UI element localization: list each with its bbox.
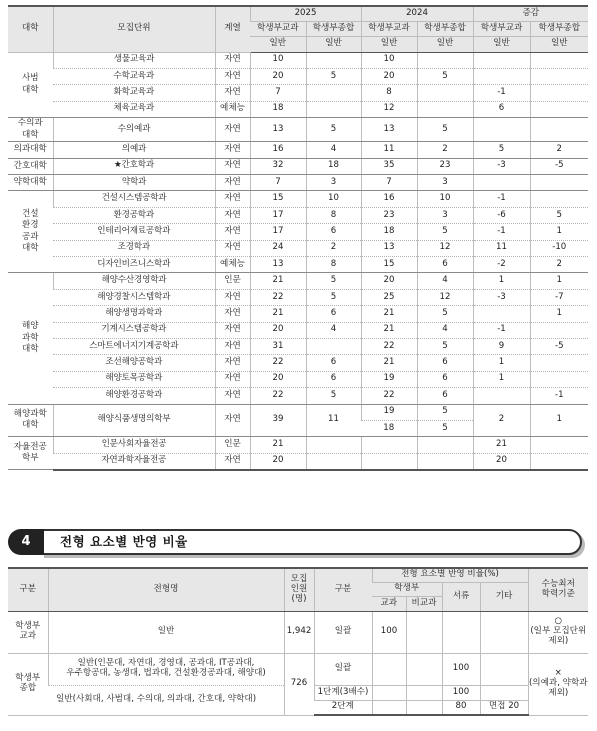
2025-comprehensive-cell: 8 xyxy=(306,207,361,223)
ratio-table xyxy=(8,567,588,716)
2025-subject-cell: 22 xyxy=(250,355,306,371)
diff-subject-cell: -1 xyxy=(473,191,530,207)
field-cell: 자연 xyxy=(215,175,250,191)
header-category: 구분 xyxy=(8,568,48,611)
header-comprehensive: 학생부종합 xyxy=(306,21,361,36)
header-dept: 모집단위 xyxy=(53,6,215,52)
header-record: 학생부 xyxy=(372,582,442,596)
2025-comprehensive-cell: 2 xyxy=(306,240,361,256)
2025-subject-cell: 20 xyxy=(250,371,306,387)
table-row xyxy=(8,207,588,223)
2024-subject-cell: 22 xyxy=(361,338,417,354)
2024-subject-cell: 15 xyxy=(361,256,417,272)
header-record-subject: 교과 xyxy=(372,596,406,611)
2024-comprehensive-cell: 6 xyxy=(417,355,473,371)
diff-subject-cell: -3 xyxy=(473,289,530,305)
2025-comprehensive-cell: 5 xyxy=(306,118,361,142)
univ-cell: 해양과학 대학 xyxy=(8,404,53,437)
table-row xyxy=(8,68,588,84)
field-cell: 자연 xyxy=(215,306,250,322)
2025-comprehensive-cell: 8 xyxy=(306,256,361,272)
header-type: 전형명 xyxy=(48,568,284,611)
diff-comprehensive-cell xyxy=(530,322,588,338)
2024-subject-cell: 22 xyxy=(361,388,417,404)
2025-comprehensive-cell: 6 xyxy=(306,371,361,387)
2024-subject-cell: 12 xyxy=(361,101,417,117)
table-row xyxy=(8,338,588,354)
diff-subject-cell: -1 xyxy=(473,224,530,240)
diff-subject-cell xyxy=(473,175,530,191)
header-general: 일반 xyxy=(250,36,306,52)
field-cell: 자연 xyxy=(215,224,250,240)
quota-cell: 726 xyxy=(284,653,314,715)
diff-subject-cell xyxy=(473,68,530,84)
table-row xyxy=(8,404,588,420)
field-cell: 자연 xyxy=(215,355,250,371)
2025-subject-cell: 22 xyxy=(250,388,306,404)
field-cell: 자연 xyxy=(215,371,250,387)
header-general: 일반 xyxy=(417,36,473,52)
diff-comprehensive-cell xyxy=(530,175,588,191)
2025-subject-cell: 18 xyxy=(250,101,306,117)
2024-subject-cell: 21 xyxy=(361,322,417,338)
dept-cell: 해양생명과학과 xyxy=(53,306,215,322)
2025-comprehensive-cell xyxy=(306,437,361,453)
category-cell: 학생부 교과 xyxy=(8,611,48,653)
header-subject: 학생부교과 xyxy=(473,21,530,36)
diff-comprehensive-cell: 1 xyxy=(530,306,588,322)
2025-comprehensive-cell: 3 xyxy=(306,175,361,191)
other-ratio-cell xyxy=(480,685,528,700)
table-row xyxy=(8,224,588,240)
2025-subject-cell: 21 xyxy=(250,306,306,322)
2025-subject-cell: 20 xyxy=(250,68,306,84)
diff-subject-cell: -2 xyxy=(473,256,530,272)
field-cell: 자연 xyxy=(215,453,250,469)
dept-cell: ★간호학과 xyxy=(53,158,215,174)
subject-ratio-cell xyxy=(372,653,406,685)
diff-subject-cell: 2 xyxy=(473,404,530,437)
table-row xyxy=(8,101,588,117)
field-cell: 자연 xyxy=(215,118,250,142)
2024-comprehensive-cell xyxy=(417,453,473,469)
diff-subject-cell: -1 xyxy=(473,85,530,101)
diff-comprehensive-cell: 2 xyxy=(530,256,588,272)
table-row xyxy=(8,437,588,453)
other-ratio-cell xyxy=(480,653,528,685)
diff-comprehensive-cell xyxy=(530,118,588,142)
dept-cell: 의예과 xyxy=(53,142,215,158)
dept-cell: 인문사회자율전공 xyxy=(53,437,215,453)
2025-comprehensive-cell: 11 xyxy=(306,404,361,437)
field-cell: 자연 xyxy=(215,52,250,68)
field-cell: 자연 xyxy=(215,404,250,437)
2025-comprehensive-cell: 4 xyxy=(306,322,361,338)
2024-subject-cell: 13 xyxy=(361,118,417,142)
header-record-nonsubject: 비교과 xyxy=(406,596,442,611)
field-cell: 인문 xyxy=(215,437,250,453)
2024-comprehensive-cell: 5 xyxy=(417,118,473,142)
diff-subject-cell xyxy=(473,388,530,404)
2025-subject-cell: 32 xyxy=(250,158,306,174)
2025-comprehensive-cell xyxy=(306,85,361,101)
univ-cell: 간호대학 xyxy=(8,158,53,174)
univ-cell: 건설 환경 공과 대학 xyxy=(8,191,53,273)
header-field: 계열 xyxy=(215,6,250,52)
2025-comprehensive-cell: 6 xyxy=(306,355,361,371)
table-row xyxy=(8,240,588,256)
diff-subject-cell: -6 xyxy=(473,207,530,223)
diff-subject-cell: 21 xyxy=(473,437,530,453)
header-stage: 구분 xyxy=(314,568,372,611)
type-cell: 일반(인문대, 자연대, 경영대, 공과대, IT공과대, 우주항공대, 농생대, 법과대, 건설환경공과대, 해양대) xyxy=(48,653,284,685)
stage-cell: 일괄 xyxy=(314,653,372,685)
stage-cell: 2단계 xyxy=(314,700,372,715)
2024-comprehensive-cell: 2 xyxy=(417,142,473,158)
2025-subject-cell: 13 xyxy=(250,256,306,272)
diff-comprehensive-cell: 1 xyxy=(530,224,588,240)
diff-comprehensive-cell xyxy=(530,101,588,117)
dept-cell: 화학교육과 xyxy=(53,85,215,101)
minimum-cell: ○ (일부 모집단위 제외) xyxy=(528,611,588,653)
diff-comprehensive-cell: 2 xyxy=(530,142,588,158)
2024-comprehensive-cell: 6 xyxy=(417,388,473,404)
2024-subject-cell: 13 xyxy=(361,240,417,256)
2025-subject-cell: 22 xyxy=(250,289,306,305)
diff-comprehensive-cell: 5 xyxy=(530,207,588,223)
table-row xyxy=(8,52,588,68)
diff-comprehensive-cell: -10 xyxy=(530,240,588,256)
dept-cell: 자연과학자율전공 xyxy=(53,453,215,469)
univ-cell: 약학대학 xyxy=(8,175,53,191)
section-number-badge: 4 xyxy=(8,529,44,555)
dept-cell: 약학과 xyxy=(53,175,215,191)
2024-comprehensive-cell: 5 xyxy=(417,338,473,354)
2024-comprehensive-cell: 5 xyxy=(417,420,473,436)
diff-subject-cell: 9 xyxy=(473,338,530,354)
diff-subject-cell xyxy=(473,118,530,142)
2024-subject-cell: 20 xyxy=(361,273,417,289)
2025-comprehensive-cell: 5 xyxy=(306,289,361,305)
2025-comprehensive-cell: 5 xyxy=(306,68,361,84)
header-comprehensive: 학생부종합 xyxy=(530,21,588,36)
field-cell: 자연 xyxy=(215,240,250,256)
diff-comprehensive-cell: 1 xyxy=(530,273,588,289)
header-2025: 2025 xyxy=(250,6,361,21)
header-2024: 2024 xyxy=(361,6,473,21)
other-ratio-cell xyxy=(480,611,528,653)
section-title: 전형 요소별 반영 비율 xyxy=(60,534,188,549)
2025-subject-cell: 16 xyxy=(250,142,306,158)
2025-subject-cell: 13 xyxy=(250,118,306,142)
table-row xyxy=(8,289,588,305)
header-subject: 학생부교과 xyxy=(361,21,417,36)
subject-ratio-cell xyxy=(372,685,406,700)
dept-cell: 수학교육과 xyxy=(53,68,215,84)
2025-comprehensive-cell: 18 xyxy=(306,158,361,174)
univ-cell: 자율전공 학부 xyxy=(8,437,53,470)
dept-cell: 인테리어재료공학과 xyxy=(53,224,215,240)
dept-cell: 해양경찰시스템학과 xyxy=(53,289,215,305)
2024-comprehensive-cell: 4 xyxy=(417,273,473,289)
documents-ratio-cell: 100 xyxy=(442,685,480,700)
table-row xyxy=(8,371,588,387)
table-row xyxy=(8,158,588,174)
dept-cell: 해양식품생명의학부 xyxy=(53,404,215,437)
2025-comprehensive-cell xyxy=(306,338,361,354)
2024-subject-cell: 23 xyxy=(361,207,417,223)
table-row xyxy=(8,273,588,289)
2025-comprehensive-cell xyxy=(306,453,361,469)
2024-comprehensive-cell: 5 xyxy=(417,224,473,240)
field-cell: 자연 xyxy=(215,289,250,305)
admission-quota-table xyxy=(8,5,588,471)
field-cell: 자연 xyxy=(215,388,250,404)
2025-subject-cell: 21 xyxy=(250,437,306,453)
diff-subject-cell: 6 xyxy=(473,101,530,117)
2025-comprehensive-cell: 10 xyxy=(306,191,361,207)
diff-comprehensive-cell xyxy=(530,437,588,453)
2024-subject-cell: 35 xyxy=(361,158,417,174)
dept-cell: 기계시스템공학과 xyxy=(53,322,215,338)
dept-cell: 조선해양공학과 xyxy=(53,355,215,371)
dept-cell: 환경공학과 xyxy=(53,207,215,223)
diff-subject-cell xyxy=(473,306,530,322)
quota-cell: 1,942 xyxy=(284,611,314,653)
subject-ratio-cell xyxy=(372,700,406,715)
dept-cell: 생물교육과 xyxy=(53,52,215,68)
2025-subject-cell: 20 xyxy=(250,322,306,338)
2024-comprehensive-cell: 5 xyxy=(417,404,473,420)
table-row xyxy=(8,118,588,142)
diff-subject-cell: 1 xyxy=(473,371,530,387)
header-general: 일반 xyxy=(306,36,361,52)
diff-comprehensive-cell xyxy=(530,355,588,371)
2024-comprehensive-cell: 6 xyxy=(417,256,473,272)
diff-subject-cell: -3 xyxy=(473,158,530,174)
2025-subject-cell: 17 xyxy=(250,224,306,240)
2025-comprehensive-cell: 6 xyxy=(306,306,361,322)
dept-cell: 스마트에너지기계공학과 xyxy=(53,338,215,354)
header-quota: 모집 인원 (명) xyxy=(284,568,314,611)
2025-comprehensive-cell: 5 xyxy=(306,273,361,289)
minimum-cell: × (의예과, 약학과 제외) xyxy=(528,653,588,715)
table-row xyxy=(8,175,588,191)
field-cell: 자연 xyxy=(215,68,250,84)
dept-cell: 해양환경공학과 xyxy=(53,388,215,404)
2025-subject-cell: 15 xyxy=(250,191,306,207)
2024-subject-cell: 16 xyxy=(361,191,417,207)
field-cell: 자연 xyxy=(215,191,250,207)
diff-subject-cell: 1 xyxy=(473,273,530,289)
2024-comprehensive-cell: 10 xyxy=(417,191,473,207)
2024-subject-cell: 7 xyxy=(361,175,417,191)
2025-subject-cell: 7 xyxy=(250,175,306,191)
diff-comprehensive-cell xyxy=(530,453,588,469)
univ-cell: 사범 대학 xyxy=(8,52,53,118)
2024-subject-cell: 19 xyxy=(361,404,417,420)
dept-cell: 조경학과 xyxy=(53,240,215,256)
table-row xyxy=(8,306,588,322)
univ-cell: 의과대학 xyxy=(8,142,53,158)
2025-subject-cell: 31 xyxy=(250,338,306,354)
2025-subject-cell: 17 xyxy=(250,207,306,223)
header-minimum: 수능최저 학력기준 xyxy=(528,568,588,611)
header-other: 기타 xyxy=(480,582,528,611)
2024-comprehensive-cell xyxy=(417,85,473,101)
2024-comprehensive-cell: 3 xyxy=(417,175,473,191)
field-cell: 자연 xyxy=(215,85,250,101)
2024-comprehensive-cell xyxy=(417,101,473,117)
2025-comprehensive-cell: 5 xyxy=(306,388,361,404)
table-row xyxy=(8,322,588,338)
table-row xyxy=(8,142,588,158)
diff-comprehensive-cell xyxy=(530,371,588,387)
documents-ratio-cell: 100 xyxy=(442,653,480,685)
2024-comprehensive-cell: 23 xyxy=(417,158,473,174)
header-documents: 서류 xyxy=(442,582,480,611)
header-ratio: 전형 요소별 반영 비율(%) xyxy=(372,568,528,582)
nonsubject-ratio-cell xyxy=(406,685,442,700)
table-row xyxy=(8,191,588,207)
header-comprehensive: 학생부종합 xyxy=(417,21,473,36)
header-general: 일반 xyxy=(473,36,530,52)
2024-comprehensive-cell: 4 xyxy=(417,322,473,338)
2024-comprehensive-cell: 5 xyxy=(417,306,473,322)
2024-comprehensive-cell: 5 xyxy=(417,68,473,84)
diff-comprehensive-cell: 1 xyxy=(530,404,588,437)
category-cell: 학생부 종합 xyxy=(8,653,48,715)
diff-subject-cell: 20 xyxy=(473,453,530,469)
type-cell: 일반 xyxy=(48,611,284,653)
table-row xyxy=(8,85,588,101)
field-cell: 자연 xyxy=(215,158,250,174)
dept-cell: 디자인비즈니스학과 xyxy=(53,256,215,272)
header-univ: 대학 xyxy=(8,6,53,52)
nonsubject-ratio-cell xyxy=(406,700,442,715)
dept-cell: 체육교육과 xyxy=(53,101,215,117)
type-cell: 일반(사회대, 사범대, 수의대, 의과대, 간호대, 약학대) xyxy=(48,685,284,715)
2024-subject-cell xyxy=(361,453,417,469)
header-general: 일반 xyxy=(361,36,417,52)
field-cell: 자연 xyxy=(215,322,250,338)
other-ratio-cell: 면접 20 xyxy=(480,700,528,715)
dept-cell: 건설시스템공학과 xyxy=(53,191,215,207)
2024-subject-cell: 18 xyxy=(361,224,417,240)
diff-comprehensive-cell: -1 xyxy=(530,388,588,404)
subject-ratio-cell: 100 xyxy=(372,611,406,653)
stage-cell: 일괄 xyxy=(314,611,372,653)
2025-comprehensive-cell xyxy=(306,101,361,117)
dept-cell: 해양수산경영학과 xyxy=(53,273,215,289)
2025-comprehensive-cell: 6 xyxy=(306,224,361,240)
2025-subject-cell: 7 xyxy=(250,85,306,101)
2024-subject-cell: 10 xyxy=(361,52,417,68)
2025-comprehensive-cell: 4 xyxy=(306,142,361,158)
2024-subject-cell xyxy=(361,437,417,453)
table-row xyxy=(8,355,588,371)
section-header xyxy=(8,528,588,556)
table-row xyxy=(8,388,588,404)
diff-comprehensive-cell xyxy=(530,85,588,101)
diff-subject-cell: 5 xyxy=(473,142,530,158)
header-general: 일반 xyxy=(530,36,588,52)
header-subject: 학생부교과 xyxy=(250,21,306,36)
2024-subject-cell: 11 xyxy=(361,142,417,158)
diff-comprehensive-cell xyxy=(530,68,588,84)
field-cell: 예체능 xyxy=(215,256,250,272)
table-row xyxy=(8,256,588,272)
diff-subject-cell: 1 xyxy=(473,355,530,371)
univ-cell: 해양 과학 대학 xyxy=(8,273,53,404)
univ-cell: 수의과 대학 xyxy=(8,118,53,142)
2025-subject-cell: 39 xyxy=(250,404,306,437)
diff-subject-cell: 11 xyxy=(473,240,530,256)
diff-subject-cell xyxy=(473,52,530,68)
2024-comprehensive-cell: 12 xyxy=(417,240,473,256)
2024-comprehensive-cell: 6 xyxy=(417,371,473,387)
diff-comprehensive-cell: -7 xyxy=(530,289,588,305)
field-cell: 자연 xyxy=(215,207,250,223)
2024-comprehensive-cell: 3 xyxy=(417,207,473,223)
2025-subject-cell: 20 xyxy=(250,453,306,469)
diff-comprehensive-cell xyxy=(530,191,588,207)
dept-cell: 수의예과 xyxy=(53,118,215,142)
2025-comprehensive-cell xyxy=(306,52,361,68)
nonsubject-ratio-cell xyxy=(406,653,442,685)
table-row xyxy=(8,453,588,469)
field-cell: 예체능 xyxy=(215,101,250,117)
documents-ratio-cell: 80 xyxy=(442,700,480,715)
diff-comprehensive-cell xyxy=(530,52,588,68)
2025-subject-cell: 21 xyxy=(250,273,306,289)
header-diff: 증감 xyxy=(473,6,588,21)
2025-subject-cell: 24 xyxy=(250,240,306,256)
2024-comprehensive-cell xyxy=(417,52,473,68)
2024-subject-cell: 8 xyxy=(361,85,417,101)
stage-cell: 1단계(3배수) xyxy=(314,685,372,700)
2024-comprehensive-cell xyxy=(417,437,473,453)
nonsubject-ratio-cell xyxy=(406,611,442,653)
2024-subject-cell: 21 xyxy=(361,355,417,371)
documents-ratio-cell xyxy=(442,611,480,653)
field-cell: 인문 xyxy=(215,273,250,289)
2024-subject-cell: 25 xyxy=(361,289,417,305)
field-cell: 자연 xyxy=(215,338,250,354)
2024-subject-cell: 18 xyxy=(361,420,417,436)
2024-subject-cell: 19 xyxy=(361,371,417,387)
diff-comprehensive-cell: -5 xyxy=(530,338,588,354)
2024-subject-cell: 20 xyxy=(361,68,417,84)
2024-subject-cell: 21 xyxy=(361,306,417,322)
diff-subject-cell: -1 xyxy=(473,322,530,338)
diff-comprehensive-cell: -5 xyxy=(530,158,588,174)
2024-comprehensive-cell: 12 xyxy=(417,289,473,305)
2025-subject-cell: 10 xyxy=(250,52,306,68)
field-cell: 자연 xyxy=(215,142,250,158)
dept-cell: 해양토목공학과 xyxy=(53,371,215,387)
